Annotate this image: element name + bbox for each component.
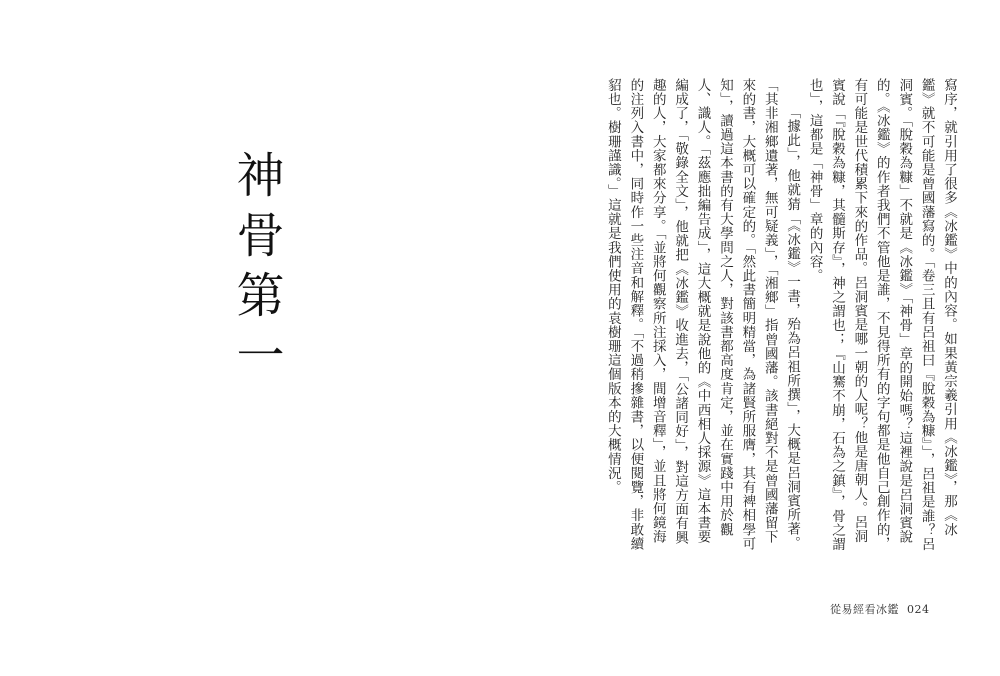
paragraph-2: 「據此」，他就猜「《冰鑑》一書，殆為呂祖所撰」，大概是呂洞賓所著。「其非湘鄉遺著，無可疑義」，「湘鄉」指曾國藩。該書絕對不是曾國藩留下來的書，大概可以確定的。「然此書簡明精當，為諸賢所服膺，其有裨相學可知」，讀過這本書的有大學問之人，對該書都高度肯定，並在實踐中用於觀人、識人。「茲應拙編告成」，這大概就是說他的《中西相人採源》這本書要編成了，「敬錄全文」，他就把《冰鑑》收進去，「公諸同好」，對這方面有興趣的人，大家都來分享。「並將何觀察所注採入，間增音釋」，並且將何鏡海的注列入書中，同時作一些注音和解釋。「不過稍摻雜書，以便閱覽，非敢續貂也。樹珊謹識。」這就是我們使用的袁樹珊這個版本的大概情況。 [604,78,801,551]
book-title: 從易經看冰鑑 [830,603,899,616]
body-text [570,78,960,556]
running-footer [830,601,930,617]
chapter-title: 神骨第一 [228,150,284,390]
paragraph-1: 寫序，就引用了很多《冰鑑》中的內容。如果黃宗羲引用《冰鑑》，那《冰鑑》就不可能是曾國藩寫的。「卷三且有呂祖曰『脫穀為糠』」，呂祖是誰？呂洞賓。「脫穀為糠」不就是《冰鑑》「神骨」章的開始嗎？這裡說是呂洞賓說的。《冰鑑》的作者我們不管他是誰，不見得所有的字句都是他自己創作的，有可能是世代積累下來的作品。呂洞賓是哪一朝的人呢？他是唐朝人。呂洞賓說「『脫穀為糠，其髓斯存』，神之謂也；『山騫不崩，石為之鎮』，骨之謂也」，這都是「神骨」章的內容。 [806,78,957,552]
page-number: 024 [907,603,930,616]
